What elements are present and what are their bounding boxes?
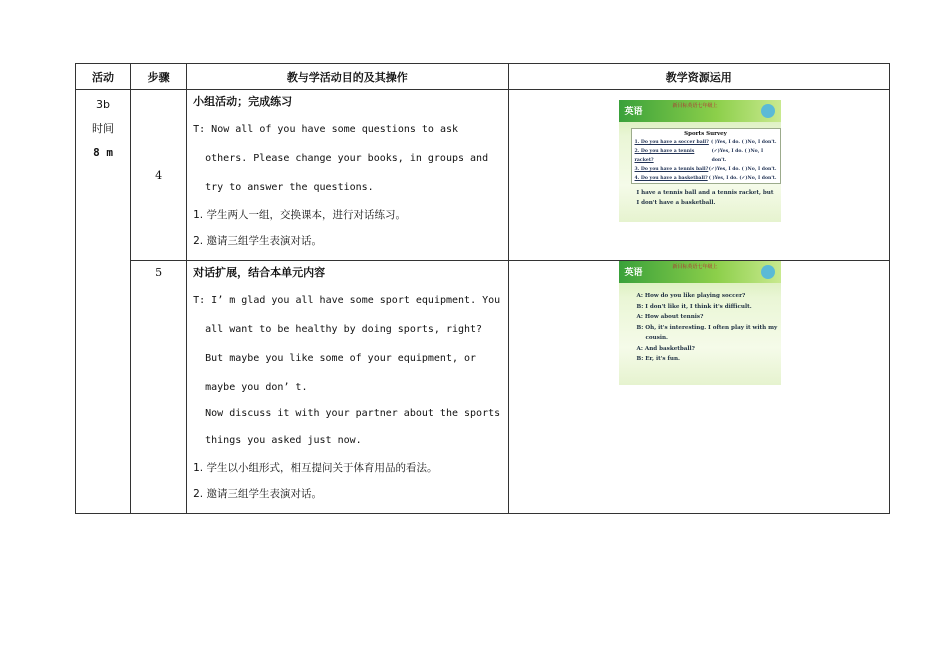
dialogue-line: B: Oh, it's interesting. I often play it with my xyxy=(636,324,778,331)
section-title: 小组活动；完成练习 xyxy=(193,95,293,108)
survey-row xyxy=(632,138,780,147)
header-row xyxy=(76,64,890,90)
slide-logo: 英语 xyxy=(624,268,643,278)
survey-question: 3. Do you have a tennis ball? xyxy=(634,167,709,172)
process-cell xyxy=(187,90,508,261)
slide-tag: 新目标英语七年级上 xyxy=(672,264,718,270)
chinese-item: 1. 学生以小组形式，相互提问关于体育用品的看法。 xyxy=(193,462,438,474)
slide-tag: 新目标英语七年级上 xyxy=(672,103,718,109)
text-line: try to answer the questions. xyxy=(205,182,374,193)
activity-code: 3b xyxy=(96,98,111,111)
slide-survey xyxy=(619,100,781,222)
survey-answer: (✓)Yes, I do. ( )No, I don't. xyxy=(711,149,764,163)
dialogue-text xyxy=(637,291,781,365)
chinese-item: 2. 邀请三组学生表演对话。 xyxy=(193,235,322,247)
survey-answer: ( )Yes, I do. (✓)No, I don't. xyxy=(708,176,777,181)
survey-row xyxy=(632,174,780,183)
process-cell xyxy=(187,261,508,514)
header-process: 教与学活动目的及其操作 xyxy=(187,64,508,90)
dialogue-line: A: How about tennis? xyxy=(636,314,704,320)
dialogue-line: B: Er, it's fun. xyxy=(636,356,680,362)
text-line: all want to be healthy by doing sports, right? xyxy=(205,324,483,335)
resource-cell xyxy=(508,261,889,514)
dialogue-line: cousin. xyxy=(645,335,669,341)
activity-cell xyxy=(76,90,131,514)
survey-title: Sports Survey xyxy=(684,131,727,137)
english-text xyxy=(193,286,502,455)
header-step: 步骤 xyxy=(131,64,187,90)
survey-row xyxy=(632,147,780,165)
header-resources: 教学资源运用 xyxy=(508,64,889,90)
survey-question: 4. Do you have a basketball? xyxy=(634,176,708,181)
slide-note: I have a tennis ball and a tennis racket, but I don't have a basketball. xyxy=(636,190,774,206)
text-line: Now discuss it with your partner about the sports xyxy=(205,408,501,419)
text-line: others. Please change your books, in groups and xyxy=(205,153,489,164)
slide-logo: 英语 xyxy=(624,107,643,117)
header-activity: 活动 xyxy=(76,64,131,90)
english-text xyxy=(193,115,502,202)
text-line: T: Now all of you have some questions to ask xyxy=(193,124,459,135)
dialogue-line: A: And basketball? xyxy=(636,345,695,352)
step-number: 5 xyxy=(131,261,187,514)
time-label: 时间 xyxy=(92,122,115,135)
time-value: 8 m xyxy=(93,146,113,159)
survey-row xyxy=(632,165,780,174)
section-title: 对话扩展，结合本单元内容 xyxy=(193,266,326,279)
dialogue-line: B: I don't like it, I think it's difficult. xyxy=(636,303,752,310)
text-line: things you asked just now. xyxy=(205,435,362,446)
chinese-item: 1. 学生两人一组，交换课本，进行对话练习。 xyxy=(193,209,406,221)
survey-answer: (✓)Yes, I do. ( )No, I don't. xyxy=(708,167,777,172)
slide-dialogue xyxy=(619,261,781,385)
table-row xyxy=(76,261,890,514)
survey-question: 1. Do you have a soccer ball? xyxy=(634,140,709,145)
dialogue-line: A: How do you like playing soccer? xyxy=(636,293,746,299)
lesson-plan-table xyxy=(75,63,890,514)
text-line: But maybe you like some of your equipment, or xyxy=(205,353,477,364)
text-line: maybe you don’ t. xyxy=(205,382,308,393)
survey-box xyxy=(631,128,781,184)
step-number: 4 xyxy=(131,90,187,261)
text-line: T: I’ m glad you all have some sport equipment. You xyxy=(193,295,501,306)
table-row xyxy=(76,90,890,261)
survey-answer: ( )Yes, I do. ( )No, I don't. xyxy=(710,140,777,145)
globe-icon xyxy=(761,265,775,279)
chinese-item: 2. 邀请三组学生表演对话。 xyxy=(193,488,322,500)
resource-cell xyxy=(508,90,889,261)
survey-question: 2. Do you have a tennis racket? xyxy=(634,149,695,163)
globe-icon xyxy=(761,104,775,118)
